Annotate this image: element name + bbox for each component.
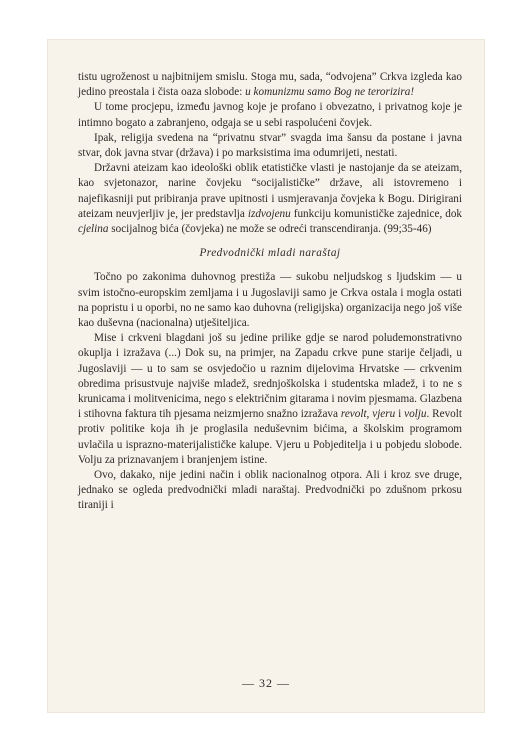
text-run: i — [395, 408, 405, 421]
emphasis-text: volju — [404, 408, 427, 421]
paragraph — [78, 70, 462, 100]
paragraph: U tome procjepu, između javnog koje je profano i obvezatno, i privatnog koje je intimno bogato a zabranjeno, odgaja se u sebi raspolućeni čovjek. — [78, 101, 462, 129]
book-page — [48, 40, 484, 712]
emphasis-text: cjelina — [78, 223, 109, 236]
emphasis-text: izdvojenu — [247, 207, 291, 220]
text-run: . Revolt protiv politike koja ih je proglasila nedušеvnim bićima, a školskim programom uvlačila u isprazno-materijalističke kalupe. Vjeru u Pobjeditelja i u pobjedu slobode. Volju za priznavanjem i branjenjem istine. — [78, 408, 462, 466]
text-run: socijalnog bića (čovjeka) ne može se odreći transcendiranja. (99;35-46) — [108, 223, 432, 236]
emphasis-text: u komunizmu samo Bog ne terorizira! — [245, 86, 415, 99]
body-text — [78, 70, 462, 514]
paragraph — [78, 331, 462, 468]
page-number: — 32 — — [242, 676, 290, 690]
text-run: tistu ugroženost u najbitnijem smislu. Stoga mu, sada, “odvojena” Crkva izgleda kao jedino preostala i čista oaza slobode: — [78, 71, 462, 99]
section-heading: Predvodnički mladi naraštaj — [199, 247, 341, 260]
paragraph — [78, 161, 462, 237]
emphasis-text: revolt, vjeru — [340, 408, 396, 421]
text-run: funkciju komunističke zajednice, dok — [290, 207, 463, 220]
text-run: Mise i crkveni blagdani još su jedine prilike gdje se narod poludemonstrativno okuplja i izražava (...) Dok su, na primjer, na Zapadu crkve pune starije čeljadi, u Jugoslaviji — u to sam se osvjedočio u raznim dijelovima Hrvatske — crkvenim obredima prisustvuje najviše mladež, srednjoškolska i studentska mladež, i to ne s krunicama i molitvenicima, nego s električnim gitarama i novim pjesmama. Glazbena i stihovna faktura tih pjesama neizmjerno snažno izražava — [78, 332, 462, 421]
paragraph: Ovo, dakako, nije jedini način i oblik nacionalnog otpora. Ali i kroz sve druge, jednako se ogleda predvodnički mladi naraštaj. Predvodnički po zdušnom prkosu tiraniji i — [78, 469, 462, 512]
paragraph: Ipak, religija svedena na “privatnu stvar” svagda ima šansu da postane i javna stvar, dok javna stvar (država) i po marksistima ima odumrijeti, nestati. — [78, 131, 462, 160]
text-run: Državni ateizam kao ideološki oblik etatističke vlasti je nastojanje da se ateizam, kao svjetonazor, narine čovjeku “socijalističke” države, ali istovremeno i najefikasniji put pribiranja prave upitnosti i usmjeravanja čovjeka k Bogu. Dirigirani ateizam neuvjerljiv je, jer predstavlja — [78, 162, 462, 220]
paragraph: Točno po zakonima duhovnog prestiža — sukobu neljudskog s ljudskim — u svim istočno-europskim zemljama i u Jugoslaviji samo je Crkva ostala i mogla ostati na popristu i u oporbi, no ne samo kao duhovna (religijska) organizacija nego još više kao duševna (nacionalna) utješiteljica. — [78, 271, 462, 330]
